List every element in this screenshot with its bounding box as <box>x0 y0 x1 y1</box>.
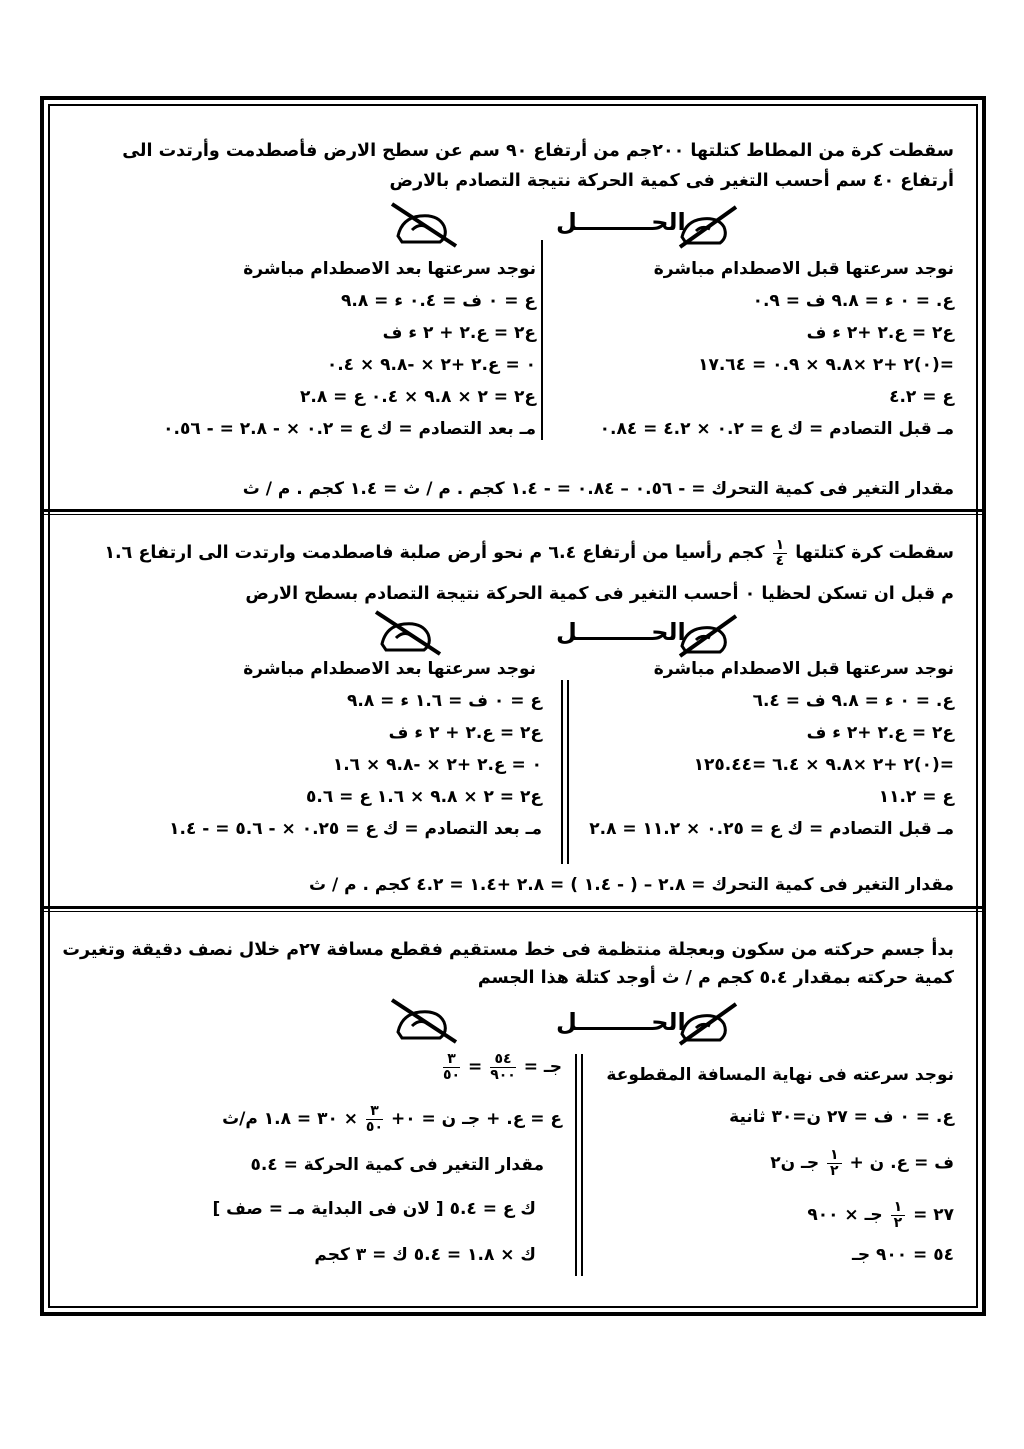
equation-line: ع٢ = ع.٢ +٢ ء ف <box>806 723 954 743</box>
pencil-hand-icon <box>384 200 464 250</box>
equation-text: جـ ن٢ <box>770 1153 820 1174</box>
fraction <box>443 1052 460 1082</box>
equation-line: مـ بعد التصادم = ك ع = ٠.٢ × - ٢.٨ = - ٠.٥٦ <box>163 419 536 439</box>
equation-line: ع٢ = ع.٢ +٢ ء ف <box>806 323 954 343</box>
question-text: كجم رأسيا من أرتفاع ٦.٤ م نحو أرض صلبة فاصطدمت وارتدت الى ارتفاع ١.٦ <box>104 543 765 564</box>
problem-1-solution-label: الحـــــــــل <box>556 208 686 236</box>
problem-1-result: مقدار التغير فى كمية التحرك = - ٠.٥٦ – ٠.٨٤ = - ١.٤ كجم . م / ث = ١.٤ كجم . م / ث <box>242 479 954 499</box>
column-divider <box>561 680 569 864</box>
equation-line: مقدار التغير فى كمية الحركة = ٥.٤ <box>250 1155 544 1175</box>
fraction-numerator: ١ <box>773 538 788 554</box>
problem-2-solution-label: الحـــــــــل <box>556 618 686 646</box>
equation-line: ع = ٠ ف = ٠.٤ ء = ٩.٨ <box>341 291 536 311</box>
fraction <box>490 1052 516 1082</box>
fraction-denominator: ٢ <box>830 1162 839 1179</box>
equation-line: ٠ = ع.٢ +٢ × -٩.٨ × ١.٦ <box>332 755 542 775</box>
column-divider <box>541 240 543 440</box>
equation-line: ع. = ٠ ف = ٢٧ ن=٣٠ ثانية <box>729 1107 954 1127</box>
equation-line: ع٢ = ع.٢ + ٢ ء ف <box>388 723 542 743</box>
column-divider <box>575 1054 583 1276</box>
equation-line: ع = ٤.٢ <box>889 387 954 407</box>
fraction-numerator: ٥٤ <box>490 1052 516 1068</box>
equation-line: ك × ١.٨ = ٥.٤ ك = ٣ كجم <box>314 1245 536 1265</box>
fraction-denominator: ٤ <box>775 552 785 569</box>
pencil-hand-icon <box>368 608 448 658</box>
equation-line <box>222 1104 562 1134</box>
equation-text: ٢٧ = <box>913 1205 954 1226</box>
equation-line: ع = ٠ ف = ١.٦ ء = ٩.٨ <box>347 691 542 711</box>
equation-text: ف = ع. ن + <box>849 1153 954 1174</box>
problem-2-result: مقدار التغير فى كمية التحرك = ٢.٨ – ( - ١.٤ ) = ٢.٨ +١.٤ = ٤.٢ كجم . م / ث <box>308 875 954 895</box>
left-column-heading: نوجد سرعتها بعد الاصطدام مباشرة <box>243 659 536 679</box>
fraction-numerator: ٣ <box>443 1052 460 1068</box>
question-text: سقطت كرة كتلتها <box>795 543 954 564</box>
problem-3-solution-label: الحـــــــــل <box>556 1008 686 1036</box>
equation-text: جـ × ٩٠٠ <box>807 1205 883 1226</box>
equation-line <box>770 1148 954 1178</box>
problem-2-question-line-1 <box>104 538 954 568</box>
equation-line <box>807 1200 954 1230</box>
equation-line: ع. = ٠ ء = ٩.٨ ف = ٦.٤ <box>752 691 954 711</box>
problem-3-question-line-1: بدأ جسم حركته من سكون وبعجلة منتظمة فى خط مستقيم فقطع مسافة ٢٧م خلال نصف دقيقة وتغيرت <box>62 940 954 960</box>
equation-text: = <box>468 1057 483 1078</box>
equation-line: ع. = ٠ ء = ٩.٨ ف = ٠.٩ <box>752 291 954 311</box>
fraction-denominator: ٢ <box>893 1214 903 1231</box>
problem-3-question-line-2: كمية حركته بمقدار ٥.٤ كجم م / ث أوجد كتلة هذا الجسم <box>477 968 954 988</box>
fraction-numerator: ١ <box>827 1148 842 1164</box>
left-column-heading: نوجد سرعتها بعد الاصطدام مباشرة <box>243 259 536 279</box>
equation-line: مـ قبل التصادم = ك ع = ٠.٢٥ × ١١.٢ = ٢.٨ <box>589 819 954 839</box>
problem-1-question-line-2: أرتفاع ٤٠ سم أحسب التغير فى كمية الحركة نتيجة التصادم بالارض <box>389 171 954 191</box>
pencil-hand-icon <box>384 996 464 1046</box>
right-column-heading: نوجد سرعتها قبل الاصطدام مباشرة <box>653 259 954 279</box>
fraction-numerator: ١ <box>891 1200 906 1216</box>
equation-text: × ٣٠ = ١.٨ م/ث <box>222 1109 358 1130</box>
fraction-denominator: ٥٠ <box>365 1118 384 1135</box>
fraction <box>366 1104 383 1134</box>
problem-2-question-line-2: م قبل ان تسكن لحظيا ٠ أحسب التغير فى كمية الحركة نتيجة التصادم بسطح الارض <box>245 584 954 604</box>
section-divider-1 <box>40 509 986 515</box>
equation-line: ك ع = ٥.٤ [ لان فى البداية مـ = صف ] <box>212 1199 536 1219</box>
fraction <box>827 1148 842 1178</box>
right-column-heading: نوجد سرعتها قبل الاصطدام مباشرة <box>653 659 954 679</box>
fraction-denominator: ٥٠ <box>443 1066 461 1083</box>
section-divider-2 <box>40 906 986 912</box>
problem-1-question-line-1: سقطت كرة من المطاط كتلتها ٢٠٠جم من أرتفاع ٩٠ سم عن سطح الارض فأصطدمت وأرتدت الى <box>122 141 954 161</box>
fraction-numerator: ٣ <box>366 1104 383 1120</box>
equation-line: ع٢ = ع.٢ + ٢ ء ف <box>382 323 536 343</box>
equation-text: جـ = <box>523 1057 562 1078</box>
fraction-denominator: ٩٠٠ <box>490 1066 516 1083</box>
equation-line: ع = ١١.٢ <box>878 787 954 807</box>
equation-line: ٥٤ = ٩٠٠ جـ <box>852 1245 954 1265</box>
equation-line <box>441 1052 562 1082</box>
equation-line: =(٠)٢ +٢ ×٩.٨ × ٠.٩ = ١٧.٦٤ <box>698 355 954 375</box>
equation-line: =(٠)٢ +٢ ×٩.٨ × ٦.٤ =١٢٥.٤٤ <box>693 755 954 775</box>
fraction <box>773 538 788 568</box>
right-column-heading: نوجد سرعته فى نهاية المسافة المقطوعة <box>606 1065 954 1085</box>
equation-line: مـ قبل التصادم = ك ع = ٠.٢ × ٤.٢ = ٠.٨٤ <box>599 419 954 439</box>
fraction <box>891 1200 906 1230</box>
equation-line: ع٢ = ٢ × ٩.٨ × ١.٦ ع = ٥.٦ <box>306 787 542 807</box>
equation-line: ع٢ = ٢ × ٩.٨ × ٠.٤ ع = ٢.٨ <box>300 387 536 407</box>
equation-line: ٠ = ع.٢ +٢ × -٩.٨ × ٠.٤ <box>326 355 536 375</box>
equation-line: مـ بعد التصادم = ك ع = ٠.٢٥ × - ٥.٦ = - ١.٤ <box>169 819 542 839</box>
equation-text: ع = ع. + جـ ن = ٠+ <box>390 1109 562 1130</box>
